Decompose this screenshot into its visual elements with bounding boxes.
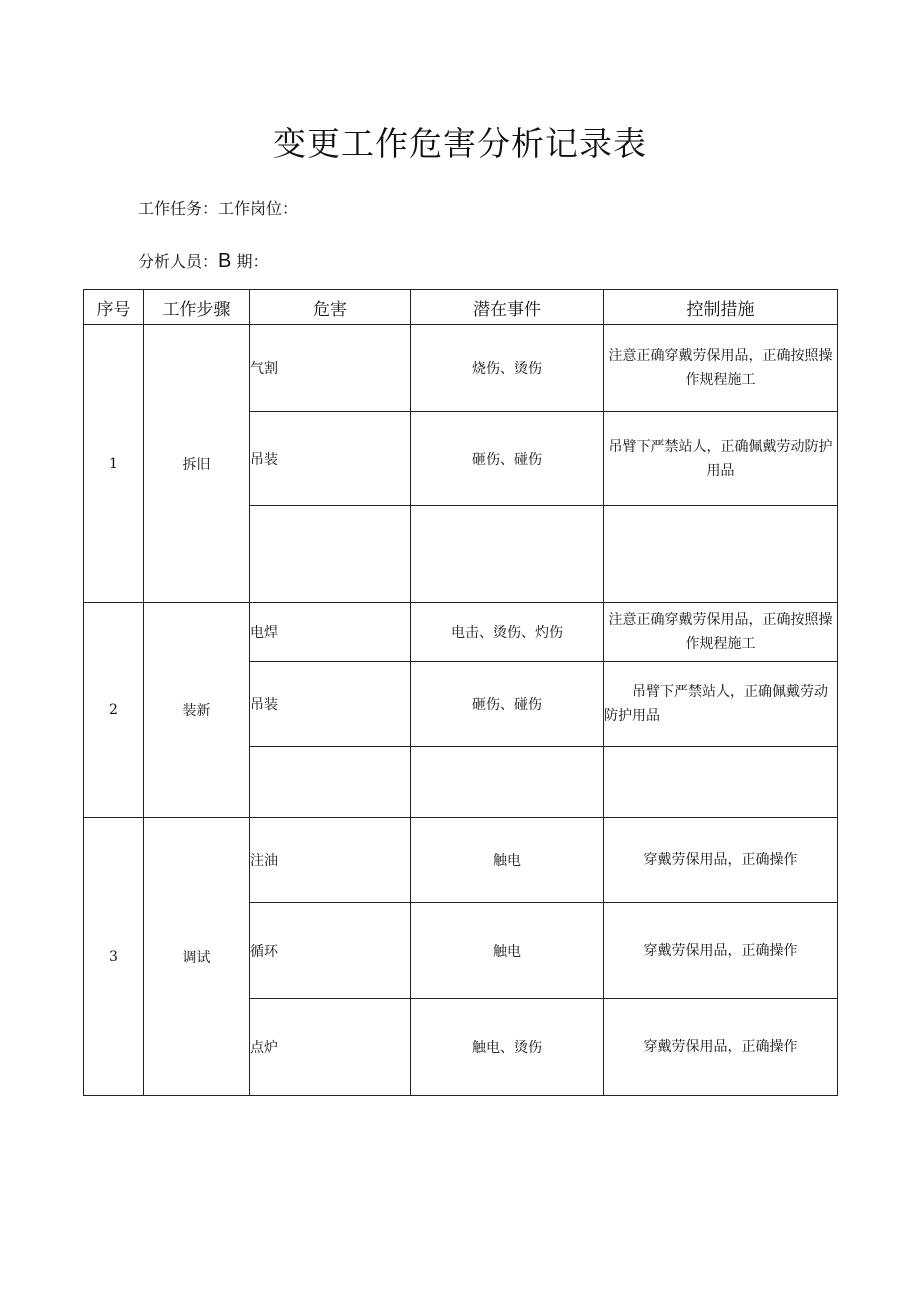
header-event: 潜在事件 [411, 290, 604, 325]
step-cell: 拆旧 [144, 325, 250, 603]
hazard-cell: 点炉 [250, 999, 411, 1096]
control-cell: 穿戴劳保用品，正确操作 [604, 818, 838, 903]
step-cell: 调试 [144, 818, 250, 1096]
page-title: 变更工作危害分析记录表 [273, 124, 647, 163]
analyst-label: 分析人员： [138, 252, 219, 271]
hazard-cell: 注油 [250, 818, 411, 903]
step-cell: 装新 [144, 603, 250, 818]
event-cell [411, 747, 604, 818]
hazard-cell: 电焊 [250, 603, 411, 662]
hazard-cell [250, 747, 411, 818]
table-row [84, 818, 838, 903]
seq-cell: 1 [84, 325, 144, 603]
task-position-line: 工作任务：工作岗位： [138, 199, 299, 218]
analyst-date-line [138, 249, 268, 273]
control-cell: 穿戴劳保用品，正确操作 [604, 903, 838, 999]
event-cell: 触电 [411, 818, 604, 903]
control-cell [604, 747, 838, 818]
table-row [84, 603, 838, 662]
date-label: 期： [231, 252, 269, 271]
control-cell: 穿戴劳保用品，正确操作 [604, 999, 838, 1096]
event-cell: 砸伤、碰伤 [411, 412, 604, 506]
header-seq: 序号 [84, 290, 144, 325]
analyst-value: B [218, 250, 232, 272]
control-cell: 注意正确穿戴劳保用品，正确按照操作规程施工 [604, 325, 838, 412]
table-header-row [84, 290, 838, 325]
event-cell: 砸伤、碰伤 [411, 662, 604, 747]
hazard-cell [250, 506, 411, 603]
control-cell: 注意正确穿戴劳保用品，正确按照操作规程施工 [604, 603, 838, 662]
seq-cell: 3 [84, 818, 144, 1096]
control-cell: 吊臂下严禁站人，正确佩戴劳动防护用品 [604, 412, 838, 506]
event-cell [411, 506, 604, 603]
event-cell: 电击、烫伤、灼伤 [411, 603, 604, 662]
hazard-cell: 气割 [250, 325, 411, 412]
hazard-cell: 吊装 [250, 662, 411, 747]
event-cell: 烧伤、烫伤 [411, 325, 604, 412]
control-cell: 吊臂下严禁站人，正确佩戴劳动防护用品 [604, 662, 838, 747]
hazard-analysis-table [83, 289, 838, 1096]
header-step: 工作步骤 [144, 290, 250, 325]
table-row [84, 325, 838, 412]
control-cell [604, 506, 838, 603]
header-control: 控制措施 [604, 290, 838, 325]
event-cell: 触电、烫伤 [411, 999, 604, 1096]
header-hazard: 危害 [250, 290, 411, 325]
hazard-cell: 循环 [250, 903, 411, 999]
seq-cell: 2 [84, 603, 144, 818]
event-cell: 触电 [411, 903, 604, 999]
hazard-cell: 吊装 [250, 412, 411, 506]
